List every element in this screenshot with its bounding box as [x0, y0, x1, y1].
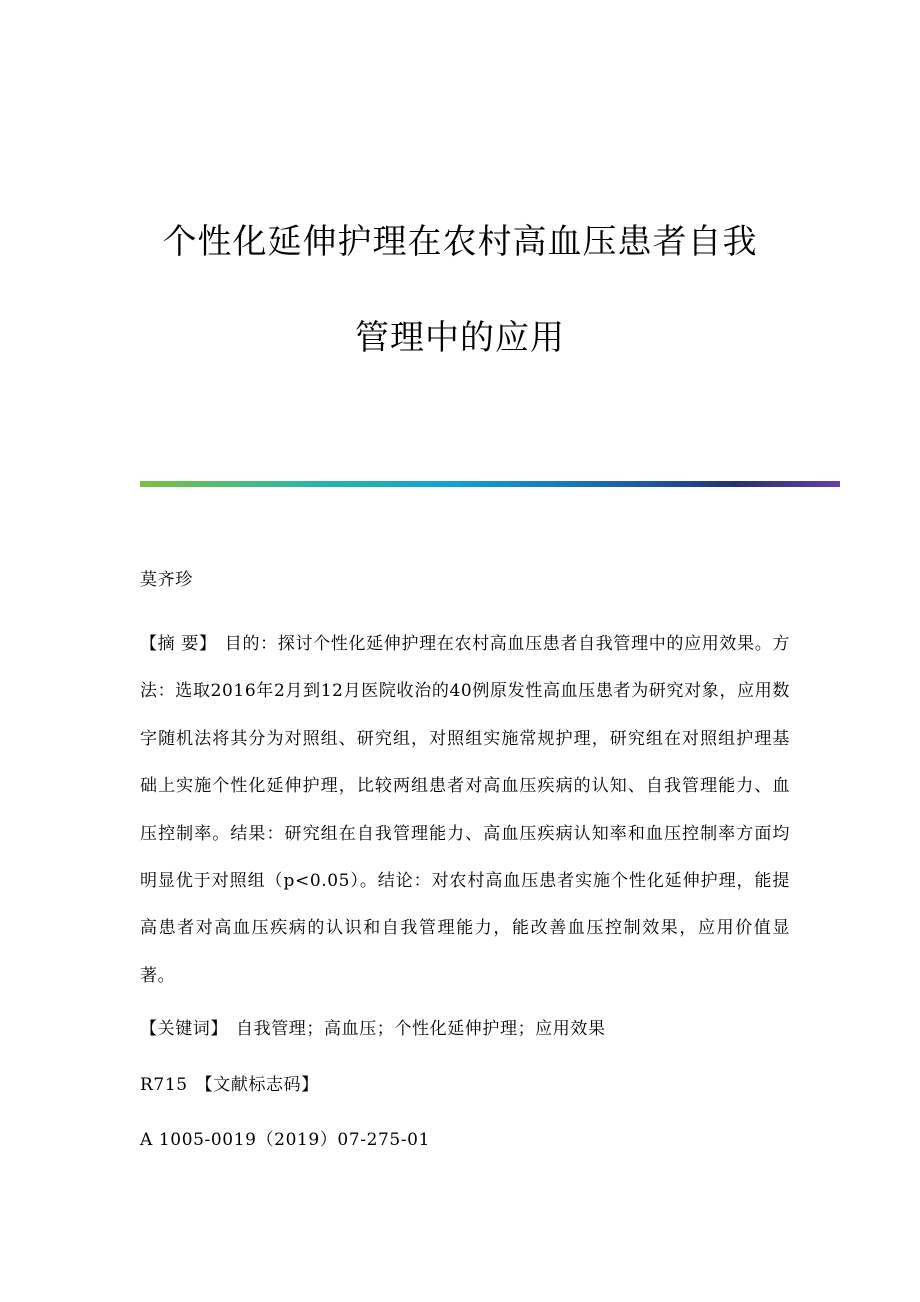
classification-code: R715 — [140, 1075, 188, 1095]
title-line-1: 个性化延伸护理在农村高血压患者自我 — [162, 222, 758, 262]
keywords-text: 自我管理；高血压；个性化延伸护理；应用效果 — [236, 1019, 606, 1039]
author-name: 莫齐珍 — [140, 570, 193, 590]
abstract-label: 【摘 要】 — [140, 634, 217, 654]
keywords — [140, 1015, 790, 1043]
keywords-label: 【关键词】 — [140, 1019, 228, 1039]
abstract — [140, 621, 790, 1000]
document-code: A 1005-0019（2019）07-275-01 — [140, 1130, 431, 1150]
gradient-divider — [140, 481, 840, 487]
abstract-text: 目的：探讨个性化延伸护理在农村高血压患者自我管理中的应用效果。方法：选取2016年2月到12月医院收治的40例原发性高血压患者为研究对象，应用数字随机法将其分为对照组、研究组，对照组实施常规护理，研究组在对照组护理基础上实施个性化延伸护理，比较两组患者对高血压疾病的认知、自我管理能力、血压控制率。结果：研究组在自我管理能力、高血压疾病认知率和血压控制率方面均明显优于对照组（p<0.05）。结论：对农村高血压患者实施个性化延伸护理，能提高患者对高血压疾病的认识和自我管理能力，能改善血压控制效果，应用价值显著。 — [140, 634, 791, 986]
document-code-label: 【文献标志码】 — [195, 1075, 319, 1095]
title-line-2: 管理中的应用 — [355, 318, 565, 358]
classification-line — [140, 1071, 790, 1099]
